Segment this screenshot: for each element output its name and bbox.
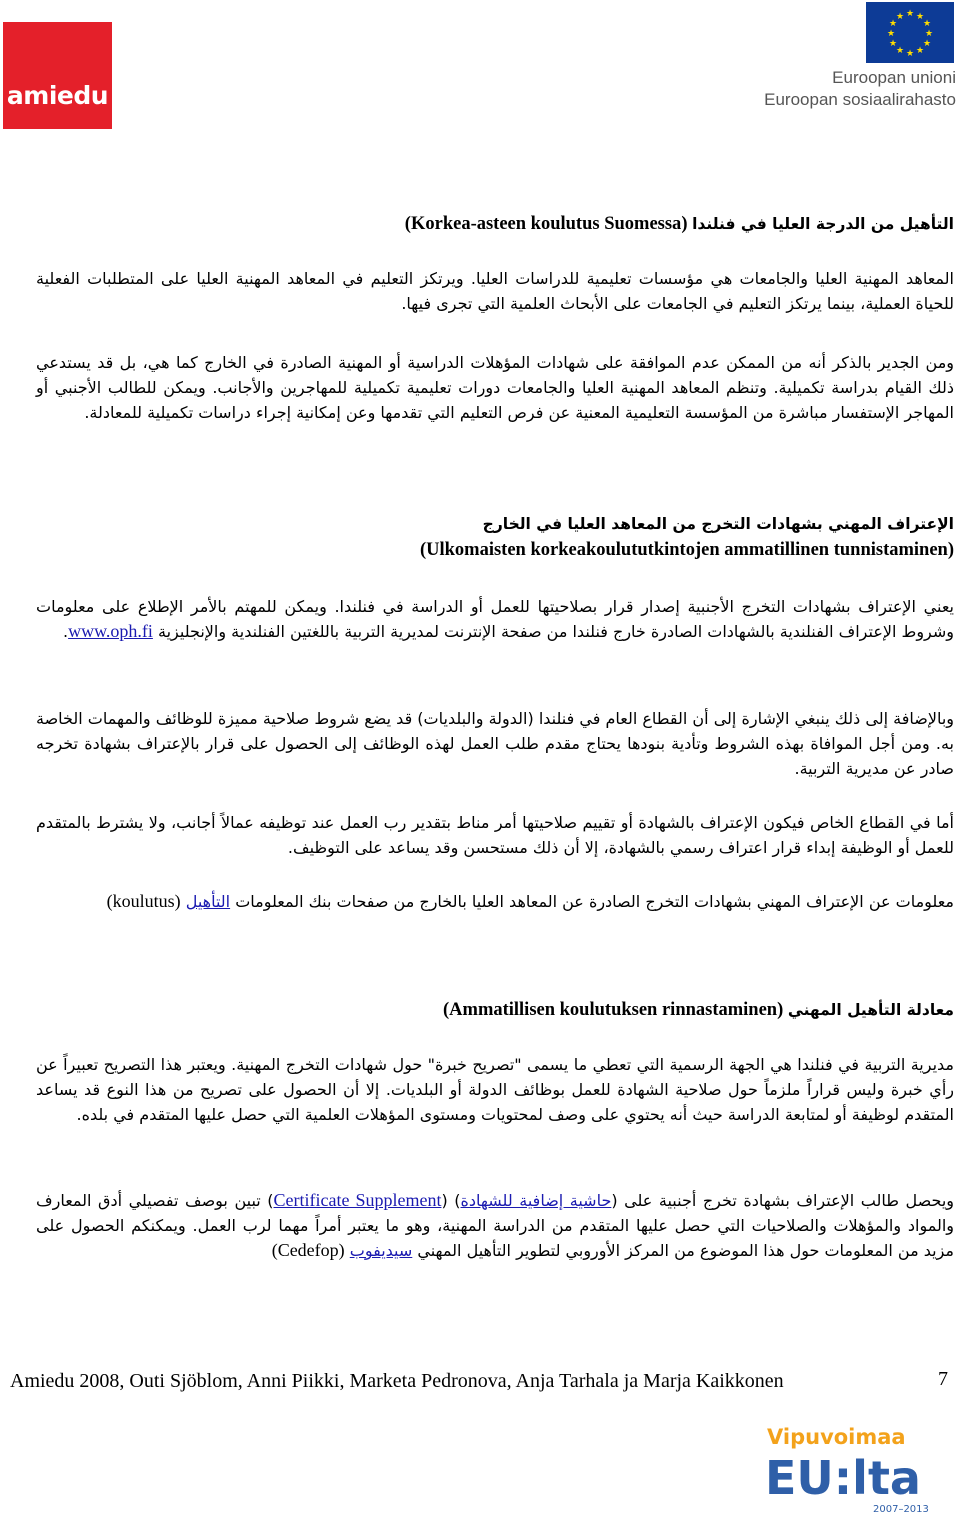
eu-logo	[760, 2, 960, 112]
section2-paragraph-4-lat: (koulutus)	[106, 891, 181, 911]
footer-authors: Amiedu 2008, Outi Sjöblom, Anni Piikki, Marketa Pedronova, Anja Tarhala ja Marja Kaikkonen	[10, 1370, 784, 1392]
amiedu-logo-text: amiedu	[6, 81, 109, 110]
section3-paragraph-2-a: ويحصل طالب الإعتراف بشهادة تخرج أجنبية على (	[611, 1191, 954, 1210]
svg-text:★: ★	[915, 12, 925, 22]
certificate-supplement-link[interactable]: Certificate Supplement	[273, 1190, 442, 1210]
section2-paragraph-1-end: .	[63, 622, 69, 641]
eu-fund-label: Euroopan sosiaalirahasto	[764, 90, 956, 109]
section3-heading	[443, 1000, 954, 1021]
section1-heading	[405, 214, 954, 235]
section3-paragraph-2-c: ) تبين بوصف تفصيلي أدق المعارف والمواد والمؤهلات والصلاحيات التي حصل عليها المتقدم من الدراسة المهنية، وهو ما يعتبر أمراً مهما لرب العمل. ويمكنكم الحصول على مزيد من المعلومات حول هذا الموضوع من المركز الأوروبي لتطوير التأهيل المهني	[36, 1191, 954, 1260]
diploma-supplement-link-ar[interactable]: حاشية إضافية للشهادة	[460, 1191, 612, 1210]
vipu-line3: 2007–2013	[873, 1504, 929, 1515]
section2-paragraph-2: وبالإضافة إلى ذلك ينبغي الإشارة إلى أن القطاع العام في فنلندا (الدولة والبلديات) قد يضع شروط صلاحية مميزة للوظائف والمهمات الخاصة به. ومن أجل الموافاة بهذه الشروط وتأدية بنودها يحتاج مقدم طلب العمل لهذه الوظائف إلى الحصول على قرار بالإعتراف بشهادة تخرجه صادر عن مديرية التربية.	[36, 709, 954, 778]
section1-paragraph-2: ومن الجدير بالذكر أنه من الممكن عدم الموافقة على شهادات المؤهلات الدراسية أو المهنية الصادرة في الخارج كما هي، بل قد يستدعي ذلك القيام بدراسة تكميلية. وتنظم المعاهد المهنية العليا والجامعات دورات تعليمية تكميلية للمهاجرين والأجانب. ويمكن للطالب الأجنبي أو المهاجر الإستفسار مباشرة من المؤسسة التعليمية المعنية عن فرص التعليم التي تقدمها وعن إمكانية إجراء دراسات تكميلية للمعادلة.	[36, 353, 954, 422]
page-number: 7	[938, 1368, 948, 1390]
eu-union-label: Euroopan unioni	[832, 68, 956, 87]
cedefop-lat: (Cedefop)	[271, 1240, 345, 1260]
section1-heading-ar: التأهيل من الدرجة العليا في فنلندا	[692, 215, 954, 233]
section3-paragraph-1: مديرية التربية في فنلندا هي الجهة الرسمية التي تعطي ما يسمى "تصريح خبرة" حول شهادات التخرج المهنية. ويعتبر هذا التصريح تعبيراً عن رأي خبرة وليس قراراً ملزماً حول صلاحية الشهادة للعمل بوظائف الدولة أو البلديات. إلا أن الحصول على تصريح من هذا النوع قد يساعد المتقدم لوظيفة أو لمتابعة الدراسة حيث أنه يحتوي على وصف لمحتويات ومستوى المؤهلات العلمية التي حصل عليها المتقدم في بلده.	[36, 1055, 954, 1124]
section3-paragraph-2	[36, 1188, 954, 1263]
section2-paragraph-1	[36, 594, 954, 644]
svg-text:★: ★	[905, 49, 915, 59]
svg-text:★: ★	[915, 46, 925, 56]
section2-heading-ar: الإعتراف المهني بشهادات التخرج من المعاهد العليا في الخارج	[482, 515, 954, 533]
svg-text:★: ★	[895, 12, 905, 22]
qualification-link[interactable]: التأهيل	[185, 892, 231, 911]
section2-paragraph-3: أما في القطاع الخاص فيكون الإعتراف بالشهادة أو تقييم صلاحيتها أمر مناط بتقدير رب العمل عند توظيفه عمالاً أجانب، ولا يشترط بالمتقدم للعمل أو الوظيفة إبداء قرار اعتراف رسمي بالشهادة، إلا أن ذلك مستحسن وقد يساعد على التوظيف.	[36, 813, 954, 857]
section1-heading-lat: (Korkea-asteen koulutus Suomessa)	[404, 214, 688, 234]
oph-link[interactable]: www.oph.fi	[68, 621, 153, 641]
section1-paragraph-1: المعاهد المهنية العليا والجامعات هي مؤسسات تعليمية للدراسات العليا. ويرتكز التعليم في المعاهد المهنية العليا على المتطلبات الفعلية للحياة العملية، بينما يرتكز التعليم في الجامعات على الأبحاث العلمية التي تجرى فيها.	[36, 269, 954, 313]
vipu-line1: Vipuvoimaa	[767, 1425, 906, 1449]
section3-heading-lat: (Ammatillisen koulutuksen rinnastaminen)	[443, 1000, 784, 1020]
svg-text:★: ★	[922, 39, 932, 49]
svg-text:★: ★	[905, 9, 915, 19]
section2-heading-lat: (Ulkomaisten korkeakoulututkintojen ammatillinen tunnistaminen)	[419, 540, 954, 560]
section3-paragraph-2-b: ) (	[441, 1191, 461, 1210]
cedefop-link-ar[interactable]: سيديفوب	[349, 1241, 413, 1260]
section2-paragraph-4-text: معلومات عن الإعتراف المهني بشهادات التخرج الصادرة عن المعاهد العليا بالخارج من صفحات بنك المعلومات	[235, 892, 954, 911]
vipu-line2: EU:lta	[765, 1451, 921, 1505]
section2-heading-lat-line	[420, 540, 954, 561]
svg-text:★: ★	[922, 19, 932, 29]
section3-heading-ar: معادلة التأهيل المهني	[787, 1001, 954, 1019]
section2-paragraph-1-text: يعني الإعتراف بشهادات التخرج الأجنبية إصدار قرار بصلاحيتها للعمل أو الدراسة في فنلندا. ويمكن للمهتم بالأمر الإطلاع على معلومات وشروط الإعتراف الفنلندية بالشهادات الصادرة خارج فنلندا من صفحة الإنترنت لمديرية التربية باللغتين الفنلندية والإنجليزية	[36, 597, 954, 641]
svg-text:★: ★	[888, 19, 898, 29]
vipuvoimaa-logo	[765, 1420, 940, 1516]
svg-text:★: ★	[886, 29, 896, 39]
vipuvoimaa-logo-graphic	[765, 1420, 940, 1516]
svg-text:★: ★	[895, 46, 905, 56]
section2-heading-ar-line	[483, 514, 954, 535]
svg-text:★: ★	[924, 29, 934, 39]
amiedu-logo	[3, 22, 112, 129]
section2-paragraph-4	[36, 889, 954, 914]
eu-flag-icon	[866, 2, 954, 63]
svg-text:★: ★	[888, 39, 898, 49]
